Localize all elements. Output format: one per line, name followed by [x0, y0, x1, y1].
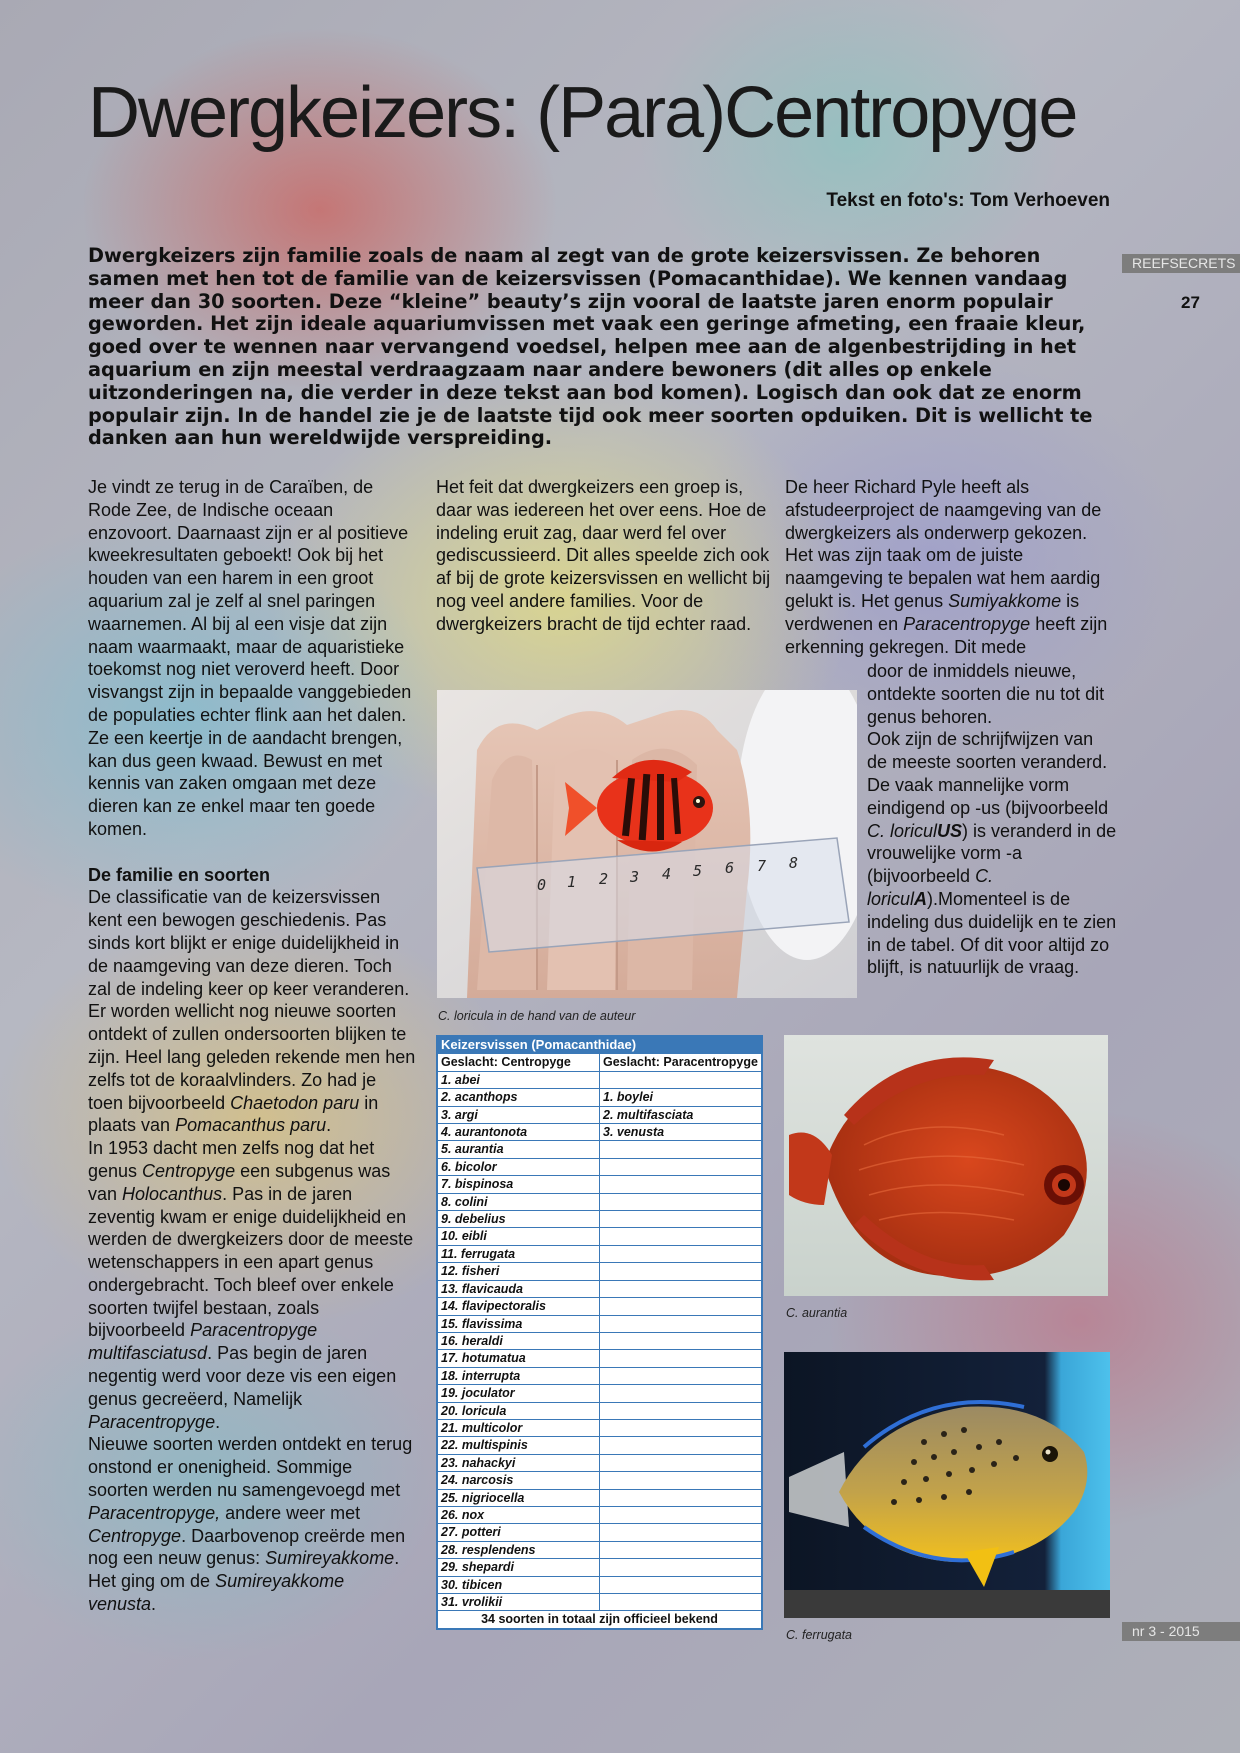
table-row	[437, 1263, 762, 1280]
table-cell	[600, 1245, 763, 1262]
table-cell	[600, 1367, 763, 1384]
table-row	[437, 1367, 762, 1384]
table-cell: 3. venusta	[600, 1124, 763, 1141]
table-footer: 34 soorten in totaal zijn officieel bekend	[437, 1611, 762, 1629]
table-cell	[600, 1298, 763, 1315]
table-cell: 27. potteri	[437, 1524, 600, 1541]
table-row	[437, 1576, 762, 1593]
ruler-number: 3	[630, 868, 640, 886]
ruler-number: 0	[537, 876, 547, 894]
table-row	[437, 1089, 762, 1106]
table-row	[437, 1228, 762, 1245]
table-cell: 31. vrolikii	[437, 1594, 600, 1611]
ruler-number: 5	[693, 862, 703, 880]
table-row	[437, 1106, 762, 1123]
ferrugata-illustration	[784, 1352, 1110, 1618]
table-row	[437, 1332, 762, 1349]
ruler-number: 4	[662, 865, 672, 883]
table-row	[437, 1402, 762, 1419]
body-paragraph: Nieuwe soorten werden ontdekt en terug onstond er onenigheid. Sommige soorten werden nu samengevoegd met Paracentropyge, andere weer met Centropyge. Daarbovenop creërde men nog een neuw genus: Sumireyakkome. Het ging om de Sumireyakkome venusta.	[88, 1434, 413, 1615]
column-3	[785, 476, 1115, 658]
table-cell	[600, 1280, 763, 1297]
table-row	[437, 1506, 762, 1523]
table-row	[437, 1211, 762, 1228]
table-cell: 3. argi	[437, 1106, 600, 1123]
table-cell: 8. colini	[437, 1193, 600, 1210]
table-cell: 2. acanthops	[437, 1089, 600, 1106]
photo-loricula-in-hand	[437, 690, 857, 998]
table-row	[437, 1280, 762, 1297]
column-1	[88, 476, 416, 1616]
table-cell	[600, 1385, 763, 1402]
table-cell: 17. hotumatua	[437, 1350, 600, 1367]
table-cell	[600, 1524, 763, 1541]
column-header: Geslacht: Paracentropyge	[600, 1054, 763, 1071]
table-cell	[600, 1350, 763, 1367]
ruler-number: 1	[567, 873, 577, 891]
species-table	[436, 1035, 763, 1630]
table-cell: 18. interrupta	[437, 1367, 600, 1384]
table-cell: 28. resplendens	[437, 1541, 600, 1558]
byline: Tekst en foto's: Tom Verhoeven	[826, 190, 1110, 211]
table-cell: 29. shepardi	[437, 1559, 600, 1576]
photo-ferrugata	[784, 1352, 1110, 1618]
table-cell	[600, 1071, 763, 1088]
table-cell: 1. abei	[437, 1071, 600, 1088]
table-cell: 14. flavipectoralis	[437, 1298, 600, 1315]
article-title: Dwergkeizers: (Para)Centropyge	[88, 73, 1077, 153]
body-paragraph: Het feit dat dwergkeizers een groep is, daar was iedereen het over eens. Hoe de indeling eruit zag, daar werd fel over gediscussieerd. Dit alles speelde zich ook af bij de grote keizersvissen en wellicht bij nog veel andere families. Voor de dwergkeizers bracht de tijd echter raad.	[436, 477, 771, 634]
table-title: Keizersvissen (Pomacanthidae)	[437, 1036, 762, 1054]
ruler-number: 6	[725, 859, 735, 877]
photo-caption: C. aurantia	[786, 1306, 848, 1320]
table-row	[437, 1315, 762, 1332]
photo-caption: C. ferrugata	[786, 1628, 853, 1642]
table-cell: 22. multispinis	[437, 1437, 600, 1454]
table-cell: 12. fisheri	[437, 1263, 600, 1280]
table-cell: 4. aurantonota	[437, 1124, 600, 1141]
table-cell	[600, 1402, 763, 1419]
table-row	[437, 1071, 762, 1088]
table-cell	[600, 1263, 763, 1280]
table-row	[437, 1489, 762, 1506]
body-paragraph: door de inmiddels nieuwe, ontdekte soorten die nu tot dit genus behoren.	[867, 661, 1105, 727]
table-cell: 15. flavissima	[437, 1315, 600, 1332]
table-cell	[600, 1576, 763, 1593]
body-paragraph: De classificatie van de keizersvissen kent een bewogen geschiedenis. Pas sinds kort blijkt er enige duidelijkheid in de naamgeving van deze dieren. Toch zal de indeling keer op keer veranderen. Er worden wellicht nog nieuwe soorten ontdekt of zullen ondersoorten blijken te zijn. Heel lang geleden rekende men hen zelfs tot de koraalvlinders. Zo had je toen bijvoorbeeld Chaetodon paru in plaats van Pomacanthus paru.	[88, 887, 416, 1136]
table-row	[437, 1385, 762, 1402]
table-cell	[600, 1437, 763, 1454]
magazine-name-tab: REEFSECRETS	[1122, 254, 1240, 273]
table-row	[437, 1298, 762, 1315]
section-subheading: De familie en soorten	[88, 864, 271, 885]
table-row	[437, 1594, 762, 1611]
body-paragraph: In 1953 dacht men zelfs nog dat het genus Centropyge een subgenus was van Holocanthus. Pas in de jaren zeventig kwam er enige duidelijkheid en werden de dwergkeizers door de meeste wetenschappers in een apart genus ondergebracht. Toch bleef over enkele soorten twijfel bestaan, zoals bijvoorbeeld Paracentropyge multifasciatusd. Pas begin de jaren negentig werd voor deze vis een eigen genus gecreëerd, Namelijk Paracentropyge.	[88, 1138, 414, 1432]
table-cell: 25. nigriocella	[437, 1489, 600, 1506]
table-cell: 7. bispinosa	[437, 1176, 600, 1193]
table-cell	[600, 1211, 763, 1228]
ruler-number: 7	[757, 857, 767, 875]
table-row	[437, 1350, 762, 1367]
column-2	[436, 476, 771, 636]
body-paragraph: De heer Richard Pyle heeft als afstudeerproject de naamgeving van de dwergkeizers als onderwerp gekozen. Het was zijn taak om de juiste naamgeving te bepalen wat hem aardig gelukt is. Het genus Sumiyakkome is verdwenen en Paracentropyge heeft zijn erkenning gekregen. Dit mede	[785, 477, 1108, 657]
table-cell	[600, 1141, 763, 1158]
table-cell: 5. aurantia	[437, 1141, 600, 1158]
column-header: Geslacht: Centropyge	[437, 1054, 600, 1071]
loricula-hand-illustration	[437, 690, 857, 998]
table-cell: 10. eibli	[437, 1228, 600, 1245]
table-cell: 30. tibicen	[437, 1576, 600, 1593]
table-cell: 13. flavicauda	[437, 1280, 600, 1297]
table-cell: 19. joculator	[437, 1385, 600, 1402]
table-cell	[600, 1559, 763, 1576]
photo-caption: C. loricula in de hand van de auteur	[438, 1009, 636, 1023]
table-cell	[600, 1228, 763, 1245]
table-cell: 2. multifasciata	[600, 1106, 763, 1123]
table-cell	[600, 1193, 763, 1210]
table-cell: 1. boylei	[600, 1089, 763, 1106]
table-row	[437, 1176, 762, 1193]
body-paragraph: Ook zijn de schrijfwijzen van de meeste soorten veranderd. De vaak mannelijke vorm eindigend op -us (bijvoorbeeld C. loriculUS) is veranderd in de vrouwelijke vorm -a (bijvoorbeeld C. loriculA).Momenteel is de indeling dus duidelijk en te zien in de tabel. Of dit voor altijd zo blijft, is natuurlijk de vraag.	[867, 729, 1117, 978]
table-cell	[600, 1489, 763, 1506]
table-cell: 11. ferrugata	[437, 1245, 600, 1262]
column-3-continued	[867, 660, 1117, 979]
table-cell: 20. loricula	[437, 1402, 600, 1419]
table-row	[437, 1437, 762, 1454]
body-paragraph: Je vindt ze terug in de Caraïben, de Rode Zee, de Indische oceaan enzovoort. Daarnaast zijn er al positieve kweekresultaten geboekt! Ook bij het houden van een harem in een groot aquarium zal je zelf al snel paringen waarnemen. Al bij al een visje dat zijn naam waarmaakt, maar de aquaristieke toekomst nog niet veroverd heeft. Door visvangst zijn in bepaalde vanggebieden de populaties echter flink aan het dalen. Ze een keertje in de aandacht brengen, kan dus geen kwaad. Bewust en met kennis van zaken omgaan met deze dieren kan ze enkel maar ten goede komen.	[88, 477, 412, 839]
table-row	[437, 1193, 762, 1210]
table-cell	[600, 1419, 763, 1436]
table-cell	[600, 1454, 763, 1471]
table-row	[437, 1472, 762, 1489]
table-cell	[600, 1176, 763, 1193]
table-footer-row	[437, 1611, 762, 1629]
table-cell	[600, 1332, 763, 1349]
photo-aurantia	[784, 1035, 1108, 1296]
table-row	[437, 1245, 762, 1262]
table-cell: 26. nox	[437, 1506, 600, 1523]
table-row	[437, 1541, 762, 1558]
table-cell	[600, 1315, 763, 1332]
table-cell	[600, 1541, 763, 1558]
table-row	[437, 1141, 762, 1158]
page-number: 27	[1181, 293, 1200, 312]
ruler-number: 2	[599, 870, 609, 888]
table-row	[437, 1559, 762, 1576]
ruler-number: 8	[789, 854, 799, 872]
table-cell	[600, 1506, 763, 1523]
table-cell: 9. debelius	[437, 1211, 600, 1228]
table-row	[437, 1524, 762, 1541]
table-cell: 6. bicolor	[437, 1158, 600, 1175]
table-cell: 23. nahackyi	[437, 1454, 600, 1471]
table-row	[437, 1124, 762, 1141]
aurantia-illustration	[784, 1035, 1108, 1296]
spacer	[88, 841, 416, 864]
table-cell: 16. heraldi	[437, 1332, 600, 1349]
table-cell	[600, 1158, 763, 1175]
table-cell	[600, 1594, 763, 1611]
table-row	[437, 1158, 762, 1175]
table-row	[437, 1454, 762, 1471]
intro-paragraph: Dwergkeizers zijn familie zoals de naam al zegt van de grote keizersvissen. Ze behoren samen met hen tot de familie van de keizersvissen (Pomacanthidae). We kennen vandaag meer dan 30 soorten. Deze “kleine” beauty’s zijn vooral de laatste jaren enorm populair geworden. Het zijn ideale aquariumvissen met vaak een geringe afmeting, een fraaie kleur, goed over te wennen naar vervangend voedsel, helpen mee aan de algenbestrijding in het aquarium en zijn meestal verdraagzaam naar andere bewoners (dit alles op enkele uitzonderingen na, die verder in deze tekst aan bod komen). Logisch dan ook dat ze enorm populair zijn. In de handel zie je de laatste tijd ook meer soorten opduiken. Dit is wellicht te danken aan hun wereldwijde verspreiding.	[88, 244, 1093, 450]
table-cell	[600, 1472, 763, 1489]
table-row	[437, 1419, 762, 1436]
table-cell: 24. narcosis	[437, 1472, 600, 1489]
issue-tab: nr 3 - 2015	[1122, 1622, 1240, 1641]
table-cell: 21. multicolor	[437, 1419, 600, 1436]
